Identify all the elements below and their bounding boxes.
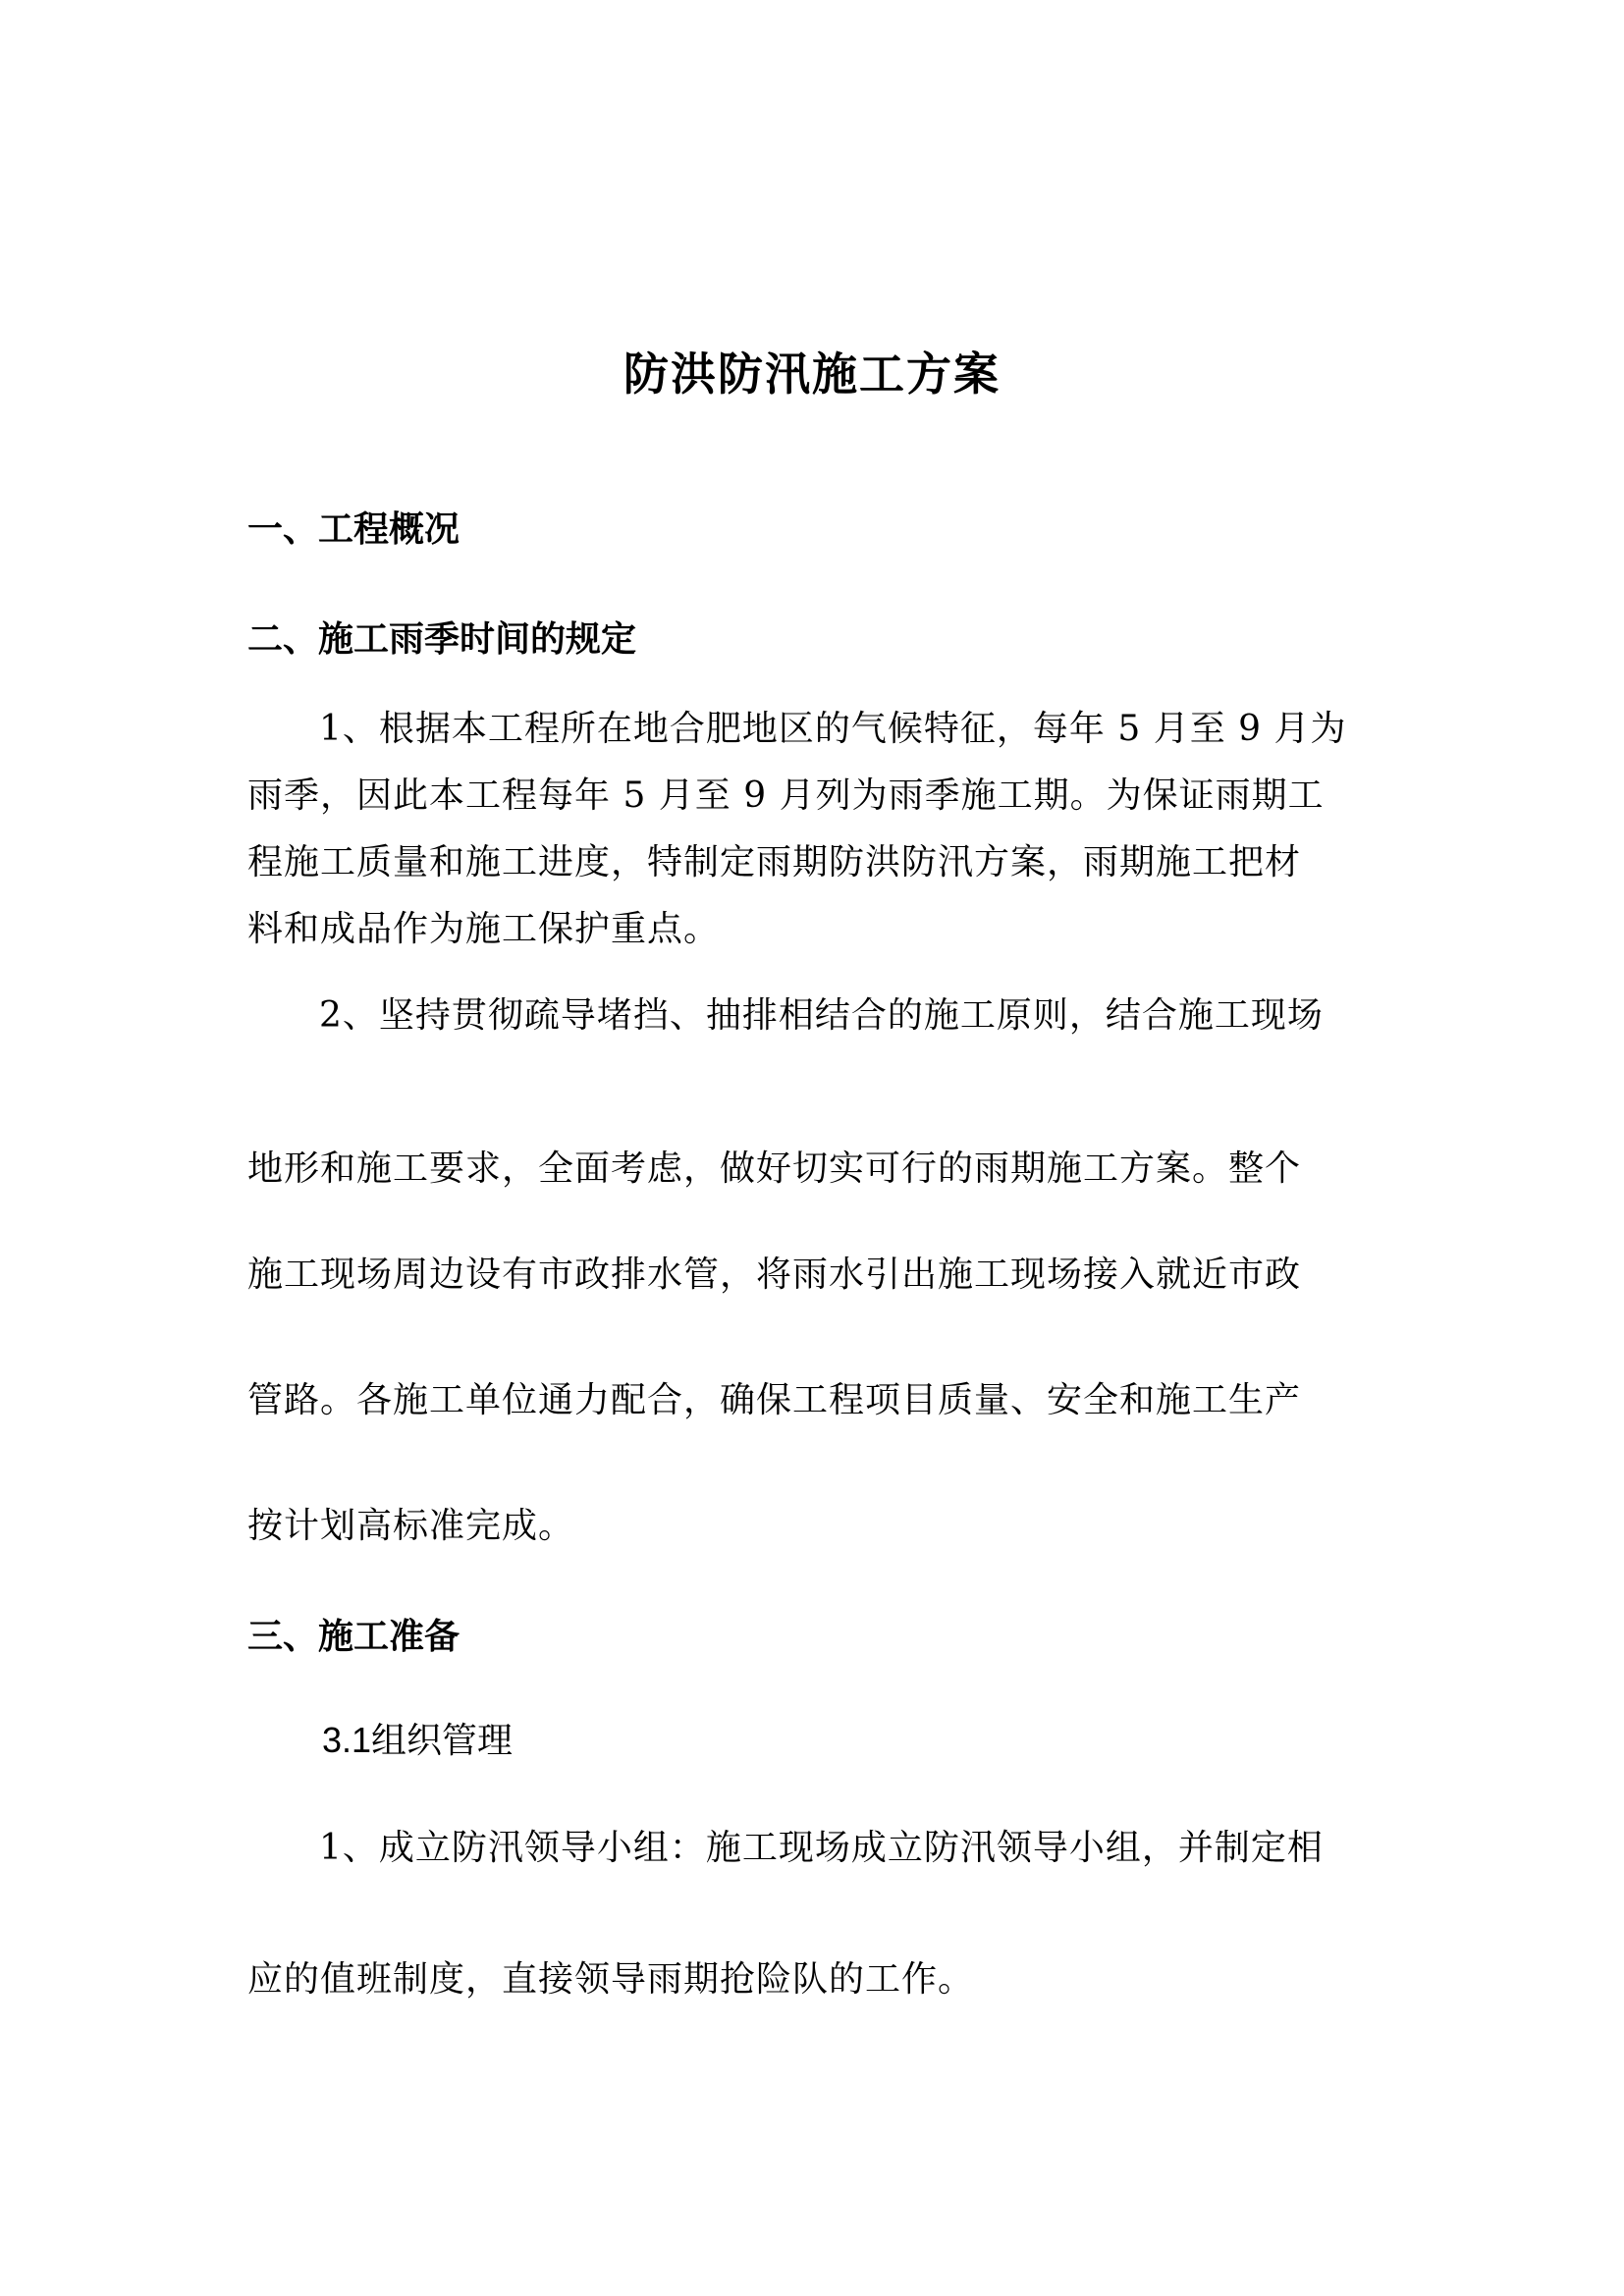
section-heading-preparation: 三、施工准备 (247, 1616, 460, 1657)
subsection-number: 3.1 (322, 1720, 372, 1760)
paragraph-line: 2、坚持贯彻疏导堵挡、抽排相结合的施工原则，结合施工现场 (319, 995, 1324, 1036)
paragraph-line: 地形和施工要求，全面考虑，做好切实可行的雨期施工方案。整个 (247, 1148, 1302, 1189)
paragraph-line: 程施工质量和施工进度，特制定雨期防洪防汛方案，雨期施工把材 (247, 842, 1302, 882)
document-title: 防洪防汛施工方案 (623, 347, 1001, 400)
paragraph-line: 1、根据本工程所在地合肥地区的气候特征，每年 5 月至 9 月为 (319, 709, 1347, 749)
subsection-heading (322, 1716, 513, 1766)
subsection-label: 组织管理 (371, 1721, 514, 1761)
paragraph-line: 雨季，因此本工程每年 5 月至 9 月列为雨季施工期。为保证雨期工 (247, 775, 1325, 816)
paragraph-line: 1、成立防汛领导小组：施工现场成立防汛领导小组，并制定相 (319, 1828, 1324, 1868)
section-heading-overview: 一、工程概况 (247, 508, 460, 550)
section-heading-rainy-season: 二、施工雨季时间的规定 (247, 618, 637, 660)
paragraph-line: 按计划高标准完成。 (247, 1506, 575, 1546)
paragraph-line: 料和成品作为施工保护重点。 (247, 909, 721, 949)
paragraph-line: 施工现场周边设有市政排水管，将雨水引出施工现场接入就近市政 (247, 1255, 1302, 1295)
paragraph-line: 应的值班制度，直接领导雨期抢险队的工作。 (247, 1959, 975, 2000)
paragraph-line: 管路。各施工单位通力配合，确保工程项目质量、安全和施工生产 (247, 1380, 1302, 1420)
